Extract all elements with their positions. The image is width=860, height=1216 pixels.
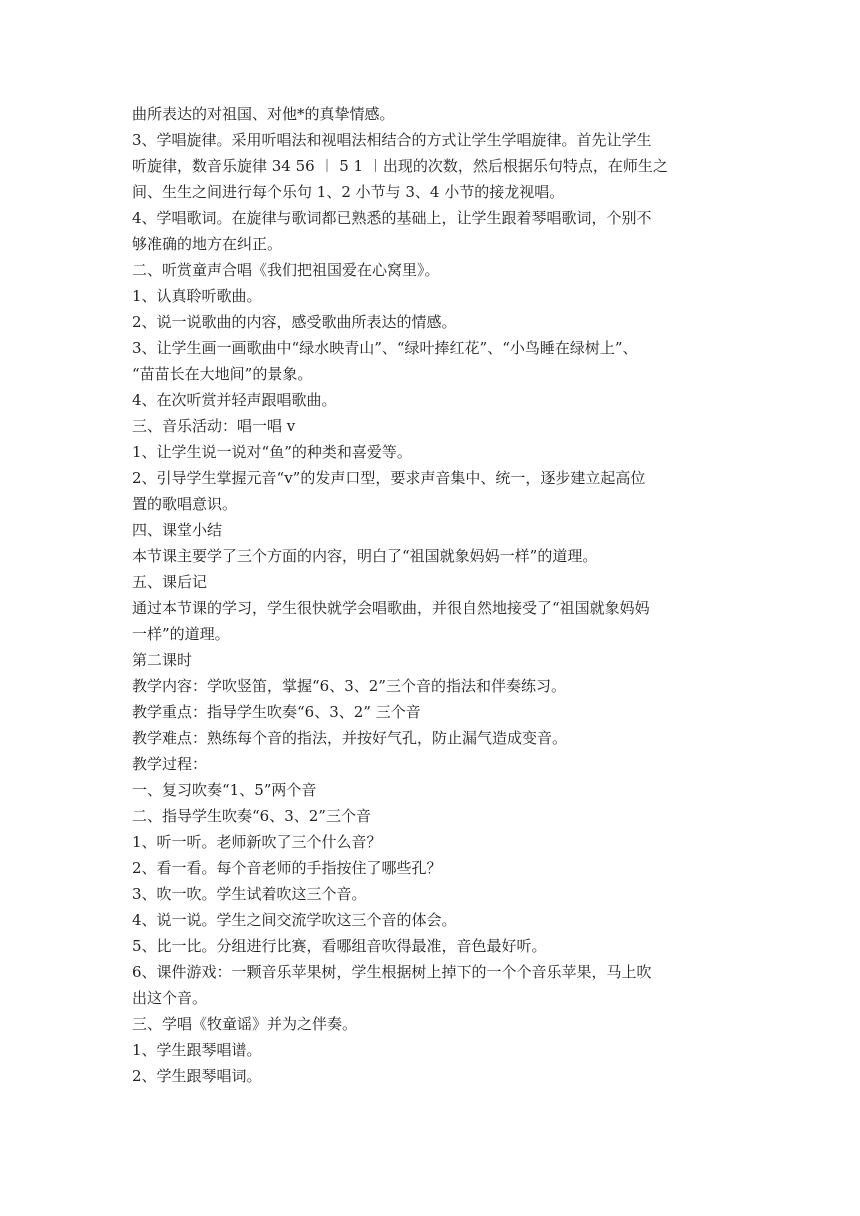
text-line: 3、让学生画一画歌曲中“绿水映青山”、“绿叶捧红花”、“小鸟睡在绿树上”、 (132, 339, 638, 357)
text-line: 出这个音。 (132, 989, 208, 1007)
text-line: 3、吹一吹。学生试着吹这三个音。 (132, 885, 367, 903)
section-heading: 二、指导学生吹奏“6、3、2”三个音 (132, 807, 371, 825)
text-line: 置的歌唱意识。 (132, 495, 238, 513)
text-line: 1、让学生说一说对“鱼”的种类和喜爱等。 (132, 443, 412, 461)
text-line: 2、学生跟琴唱词。 (132, 1067, 262, 1085)
section-heading: 四、课堂小结 (132, 521, 223, 539)
text-line: 教学难点：熟练每个音的指法，并按好气孔，防止漏气造成变音。 (132, 729, 568, 747)
text-line: 2、说一说歌曲的内容，感受歌曲所表达的情感。 (132, 313, 457, 331)
text-line: 听旋律，数音乐旋律 34 56 ︱ 5 1 ︱出现的次数，然后根据乐句特点，在师生之 (132, 157, 668, 175)
text-line: 教学重点：指导学生吹奏“6、3、2” 三个音 (132, 703, 421, 721)
document-page (132, 101, 732, 1089)
text-line: “苗苗长在大地间”的景象。 (132, 365, 313, 383)
text-line: 间、生生之间进行每个乐句 1、2 小节与 3、4 小节的接龙视唱。 (132, 183, 565, 201)
section-heading: 三、音乐活动：唱一唱 v (132, 417, 296, 435)
text-line: 一样”的道理。 (132, 625, 230, 643)
text-line: 够准确的地方在纠正。 (132, 235, 283, 253)
text-line: 6、课件游戏：一颗音乐苹果树，学生根据树上掉下的一个个音乐苹果，马上吹 (132, 963, 652, 981)
text-line: 1、听一听。老师新吹了三个什么音？ (132, 833, 382, 851)
text-line: 教学内容：学吹竖笛，掌握“6、3、2”三个音的指法和伴奏练习。 (132, 677, 566, 695)
text-line: 1、学生跟琴唱谱。 (132, 1041, 262, 1059)
text-line: 5、比一比。分组进行比赛，看哪组音吹得最准，音色最好听。 (132, 937, 547, 955)
section-heading: 三、学唱《牧童谣》并为之伴奏。 (132, 1015, 358, 1033)
text-line: 曲所表达的对祖国、对他*的真挚情感。 (132, 105, 395, 123)
section-heading: 五、课后记 (132, 573, 208, 591)
text-line: 1、认真聆听歌曲。 (132, 287, 262, 305)
text-line: 通过本节课的学习，学生很快就学会唱歌曲，并很自然地接受了“祖国就象妈妈 (132, 599, 650, 617)
section-heading: 二、听赏童声合唱《我们把祖国爱在心窝里》。 (132, 261, 440, 279)
text-line: 教学过程： (132, 755, 208, 773)
text-line: 4、说一说。学生之间交流学吹这三个音的体会。 (132, 911, 457, 929)
section-heading: 一、复习吹奏“1、5”两个音 (132, 781, 317, 799)
lesson-heading: 第二课时 (132, 651, 193, 669)
text-line: 本节课主要学了三个方面的内容，明白了“祖国就象妈妈一样”的道理。 (132, 547, 598, 565)
text-line: 4、在次听赏并轻声跟唱歌曲。 (132, 391, 337, 409)
text-line: 4、学唱歌词。在旋律与歌词都已熟悉的基础上，让学生跟着琴唱歌词，个别不 (132, 209, 652, 227)
text-line: 2、引导学生掌握元音“v”的发声口型，要求声音集中、统一，逐步建立起高位 (132, 469, 646, 487)
text-line: 2、看一看。每个音老师的手指按住了哪些孔？ (132, 859, 442, 877)
text-line: 3、学唱旋律。采用听唱法和视唱法相结合的方式让学生学唱旋律。首先让学生 (132, 131, 652, 149)
